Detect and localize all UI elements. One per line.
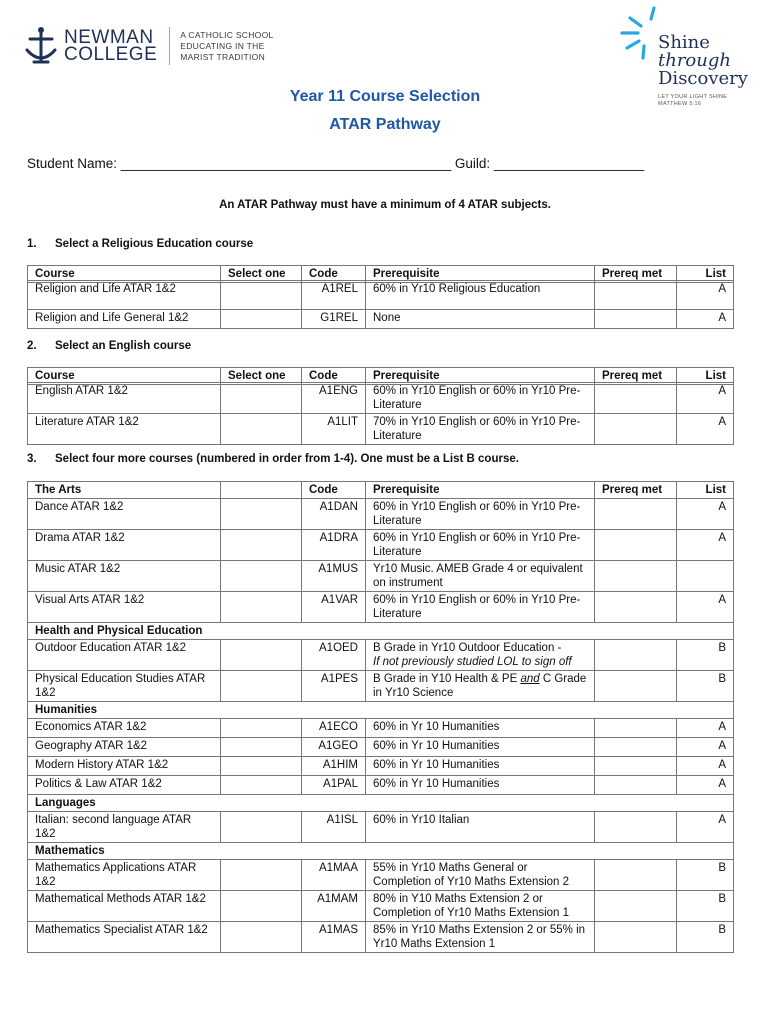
- list-value: B: [677, 922, 734, 953]
- course-name: Economics ATAR 1&2: [28, 719, 221, 738]
- course-code: A1MAS: [302, 922, 366, 953]
- section-1-heading: [27, 238, 253, 250]
- list-value: A: [677, 281, 734, 310]
- motto-word-through: through: [658, 50, 731, 71]
- column-header: Prereq met: [595, 482, 677, 499]
- select-one-cell[interactable]: [221, 383, 302, 414]
- course-name: Geography ATAR 1&2: [28, 738, 221, 757]
- prerequisite: 60% in Yr10 English or 60% in Yr10 Pre-Literature: [366, 499, 595, 530]
- prereq-met-cell[interactable]: [595, 281, 677, 310]
- table-row: [28, 812, 734, 843]
- course-code: A1DRA: [302, 530, 366, 561]
- prerequisite: 85% in Yr10 Maths Extension 2 or 55% in Yr10 Maths Extension 1: [366, 922, 595, 953]
- prerequisite: 60% in Yr10 English or 60% in Yr10 Pre-Literature: [366, 592, 595, 623]
- select-one-cell[interactable]: [221, 310, 302, 329]
- select-one-cell[interactable]: [221, 414, 302, 445]
- column-header: List: [677, 368, 734, 385]
- course-name: Mathematics Applications ATAR 1&2: [28, 860, 221, 891]
- course-name: Mathematical Methods ATAR 1&2: [28, 891, 221, 922]
- course-name: Religion and Life General 1&2: [28, 310, 221, 329]
- section-2-heading: [27, 340, 191, 352]
- column-header: The Arts: [28, 482, 221, 499]
- course-name: Mathematics Specialist ATAR 1&2: [28, 922, 221, 953]
- group-heading: Mathematics: [28, 843, 734, 860]
- list-value: A: [677, 776, 734, 795]
- course-code: A1GEO: [302, 738, 366, 757]
- course-name: Religion and Life ATAR 1&2: [28, 281, 221, 310]
- course-code: A1ENG: [302, 383, 366, 414]
- list-value: A: [677, 530, 734, 561]
- prereq-met-cell[interactable]: [595, 891, 677, 922]
- column-header: [221, 482, 302, 499]
- table-row: [28, 671, 734, 702]
- table-row: [28, 860, 734, 891]
- prerequisite: 60% in Yr10 English or 60% in Yr10 Pre-Literature: [366, 530, 595, 561]
- column-header: Prerequisite: [366, 482, 595, 499]
- motto-word-shine: Shine: [658, 32, 710, 53]
- prereq-met-cell[interactable]: [595, 310, 677, 329]
- prerequisite: 55% in Yr10 Maths General or Completion of Yr10 Maths Extension 2: [366, 860, 595, 891]
- list-value: A: [677, 310, 734, 329]
- course-code: A1DAN: [302, 499, 366, 530]
- column-header: Prerequisite: [366, 266, 595, 283]
- select-rank-cell[interactable]: [221, 812, 302, 843]
- column-header: Code: [302, 482, 366, 499]
- course-name: Literature ATAR 1&2: [28, 414, 221, 445]
- section-3-heading: [27, 453, 519, 465]
- prerequisite-note: If not previously studied LOL to sign off: [373, 656, 572, 668]
- group-header-row: [28, 702, 734, 719]
- table-row: [28, 922, 734, 953]
- course-code: A1MAM: [302, 891, 366, 922]
- course-code: A1PAL: [302, 776, 366, 795]
- school-name-line2: COLLEGE: [64, 44, 158, 65]
- tagline-line2: EDUCATING IN THE: [180, 40, 265, 51]
- table-row: [28, 592, 734, 623]
- prereq-met-cell[interactable]: [595, 922, 677, 953]
- school-tagline: [180, 30, 273, 63]
- prereq-met-cell[interactable]: [595, 757, 677, 776]
- table-row: [28, 281, 734, 310]
- table-row: [28, 310, 734, 329]
- prerequisite: 60% in Yr 10 Humanities: [366, 757, 595, 776]
- prerequisite: [366, 671, 595, 702]
- column-header: List: [677, 266, 734, 283]
- table-row: [28, 561, 734, 592]
- select-rank-cell[interactable]: [221, 530, 302, 561]
- course-name: Dance ATAR 1&2: [28, 499, 221, 530]
- course-code: A1MUS: [302, 561, 366, 592]
- list-value: B: [677, 640, 734, 671]
- list-value: A: [677, 592, 734, 623]
- prerequisite: 60% in Yr10 English or 60% in Yr10 Pre-Literature: [366, 383, 595, 414]
- english-rows: [27, 382, 734, 445]
- table-row: [28, 530, 734, 561]
- course-name: Politics & Law ATAR 1&2: [28, 776, 221, 795]
- newman-college-logo: [24, 24, 274, 68]
- course-name: Italian: second language ATAR 1&2: [28, 812, 221, 843]
- table-row: [28, 719, 734, 738]
- table-row: [28, 383, 734, 414]
- prereq-met-cell[interactable]: [595, 414, 677, 445]
- prereq-met-cell[interactable]: [595, 383, 677, 414]
- list-value: A: [677, 383, 734, 414]
- group-heading: Humanities: [28, 702, 734, 719]
- select-rank-cell[interactable]: [221, 738, 302, 757]
- column-header: Prereq met: [595, 368, 677, 385]
- column-header: Code: [302, 368, 366, 385]
- prerequisite: 60% in Yr10 Italian: [366, 812, 595, 843]
- select-one-cell[interactable]: [221, 281, 302, 310]
- prerequisite: 60% in Yr10 Religious Education: [366, 281, 595, 310]
- list-value: B: [677, 671, 734, 702]
- tagline-line3: MARIST TRADITION: [180, 51, 266, 62]
- school-name: [64, 29, 157, 63]
- prerequisite: 60% in Yr 10 Humanities: [366, 776, 595, 795]
- select-rank-cell[interactable]: [221, 922, 302, 953]
- prereq-met-cell[interactable]: [595, 530, 677, 561]
- course-code: G1REL: [302, 310, 366, 329]
- course-name: English ATAR 1&2: [28, 383, 221, 414]
- prerequisite-text: B Grade in Y10 Health & PE: [373, 673, 518, 685]
- table-row: [28, 776, 734, 795]
- table-row: [28, 757, 734, 776]
- prereq-met-cell[interactable]: [595, 499, 677, 530]
- column-header: Code: [302, 266, 366, 283]
- column-header: Prereq met: [595, 266, 677, 283]
- list-value: A: [677, 719, 734, 738]
- table-row: [28, 499, 734, 530]
- prerequisite: 60% in Yr 10 Humanities: [366, 719, 595, 738]
- motto-scripture-line2: MATTHEW 5:16: [658, 101, 702, 107]
- column-header: Select one: [221, 368, 302, 385]
- course-code: A1REL: [302, 281, 366, 310]
- select-rank-cell[interactable]: [221, 860, 302, 891]
- section-number: 3.: [27, 453, 37, 465]
- column-header: Select one: [221, 266, 302, 283]
- course-name: Physical Education Studies ATAR 1&2: [28, 671, 221, 702]
- select-rank-cell[interactable]: [221, 757, 302, 776]
- elective-courses-table: [27, 481, 734, 953]
- group-header-row: [28, 843, 734, 860]
- prereq-met-cell[interactable]: [595, 860, 677, 891]
- select-rank-cell[interactable]: [221, 592, 302, 623]
- page-title: Year 11 Course Selection: [289, 88, 481, 105]
- course-code: A1ECO: [302, 719, 366, 738]
- list-value: A: [677, 812, 734, 843]
- religious-education-rows: [27, 280, 734, 329]
- table-row: [28, 891, 734, 922]
- course-code: A1OED: [302, 640, 366, 671]
- atar-requirement-note: An ATAR Pathway must have a minimum of 4 ATAR subjects.: [219, 199, 551, 211]
- list-value: B: [677, 891, 734, 922]
- prereq-met-cell[interactable]: [595, 592, 677, 623]
- prereq-met-cell[interactable]: [595, 776, 677, 795]
- select-rank-cell[interactable]: [221, 719, 302, 738]
- prerequisite: Yr10 Music. AMEB Grade 4 or equivalent on instrument: [366, 561, 595, 592]
- course-name: Outdoor Education ATAR 1&2: [28, 640, 221, 671]
- prerequisite: 80% in Y10 Maths Extension 2 or Completion of Yr10 Maths Extension 1: [366, 891, 595, 922]
- course-code: A1ISL: [302, 812, 366, 843]
- table-row: [28, 640, 734, 671]
- prereq-met-cell[interactable]: [595, 671, 677, 702]
- prerequisite-and: and: [520, 673, 540, 685]
- group-header-row: [28, 623, 734, 640]
- select-rank-cell[interactable]: [221, 561, 302, 592]
- prereq-met-cell[interactable]: [595, 738, 677, 757]
- column-header: Course: [28, 368, 221, 385]
- course-name: Modern History ATAR 1&2: [28, 757, 221, 776]
- select-rank-cell[interactable]: [221, 891, 302, 922]
- list-value: A: [677, 738, 734, 757]
- group-heading: Languages: [28, 795, 734, 812]
- list-value: A: [677, 499, 734, 530]
- anchor-cross-icon: [24, 26, 58, 66]
- section-number: 1.: [27, 238, 37, 250]
- prereq-met-cell[interactable]: [595, 719, 677, 738]
- prerequisite: 70% in Yr10 English or 60% in Yr10 Pre-Literature: [366, 414, 595, 445]
- course-code: A1HIM: [302, 757, 366, 776]
- select-rank-cell[interactable]: [221, 499, 302, 530]
- column-header: Prerequisite: [366, 368, 595, 385]
- prerequisite: 60% in Yr 10 Humanities: [366, 738, 595, 757]
- prerequisite-text: C Grade in Yr10 Science: [373, 673, 587, 699]
- table-row: [28, 414, 734, 445]
- prereq-met-cell[interactable]: [595, 640, 677, 671]
- course-code: A1LIT: [302, 414, 366, 445]
- motto-scripture-line1: LET YOUR LIGHT SHINE: [658, 94, 728, 100]
- select-rank-cell[interactable]: [221, 671, 302, 702]
- course-name: Music ATAR 1&2: [28, 561, 221, 592]
- list-value: B: [677, 860, 734, 891]
- course-code: A1PES: [302, 671, 366, 702]
- motto-word-discovery: Discovery: [658, 68, 748, 89]
- section-title: Select four more courses (numbered in order from 1-4). One must be a List B course.: [55, 453, 519, 465]
- section-title: Select an English course: [55, 340, 192, 352]
- prerequisite: None: [366, 310, 595, 329]
- section-number: 2.: [27, 340, 37, 352]
- group-header-row: [28, 795, 734, 812]
- list-value: A: [677, 414, 734, 445]
- list-value: A: [677, 757, 734, 776]
- logo-divider: [169, 27, 170, 65]
- table-header-row: [28, 482, 734, 499]
- light-rays-icon: [618, 6, 662, 66]
- school-name-line1: NEWMAN: [64, 27, 154, 48]
- student-name-guild-line[interactable]: Student Name: ____________________________________________ Guild: ____________________: [27, 156, 645, 171]
- column-header: Course: [28, 266, 221, 283]
- prerequisite-text: B Grade in Yr10 Outdoor Education -: [373, 642, 562, 654]
- column-header: List: [677, 482, 734, 499]
- table-row: [28, 738, 734, 757]
- section-title: Select a Religious Education course: [55, 238, 254, 250]
- list-value: [677, 561, 734, 592]
- course-name: Visual Arts ATAR 1&2: [28, 592, 221, 623]
- course-code: A1VAR: [302, 592, 366, 623]
- select-rank-cell[interactable]: [221, 776, 302, 795]
- prereq-met-cell[interactable]: [595, 812, 677, 843]
- group-heading: Health and Physical Education: [28, 623, 734, 640]
- course-name: Drama ATAR 1&2: [28, 530, 221, 561]
- page-subtitle: ATAR Pathway: [329, 116, 441, 133]
- prereq-met-cell[interactable]: [595, 561, 677, 592]
- select-rank-cell[interactable]: [221, 640, 302, 671]
- tagline-line1: A CATHOLIC SCHOOL: [180, 29, 274, 40]
- prerequisite: [366, 640, 595, 671]
- course-code: A1MAA: [302, 860, 366, 891]
